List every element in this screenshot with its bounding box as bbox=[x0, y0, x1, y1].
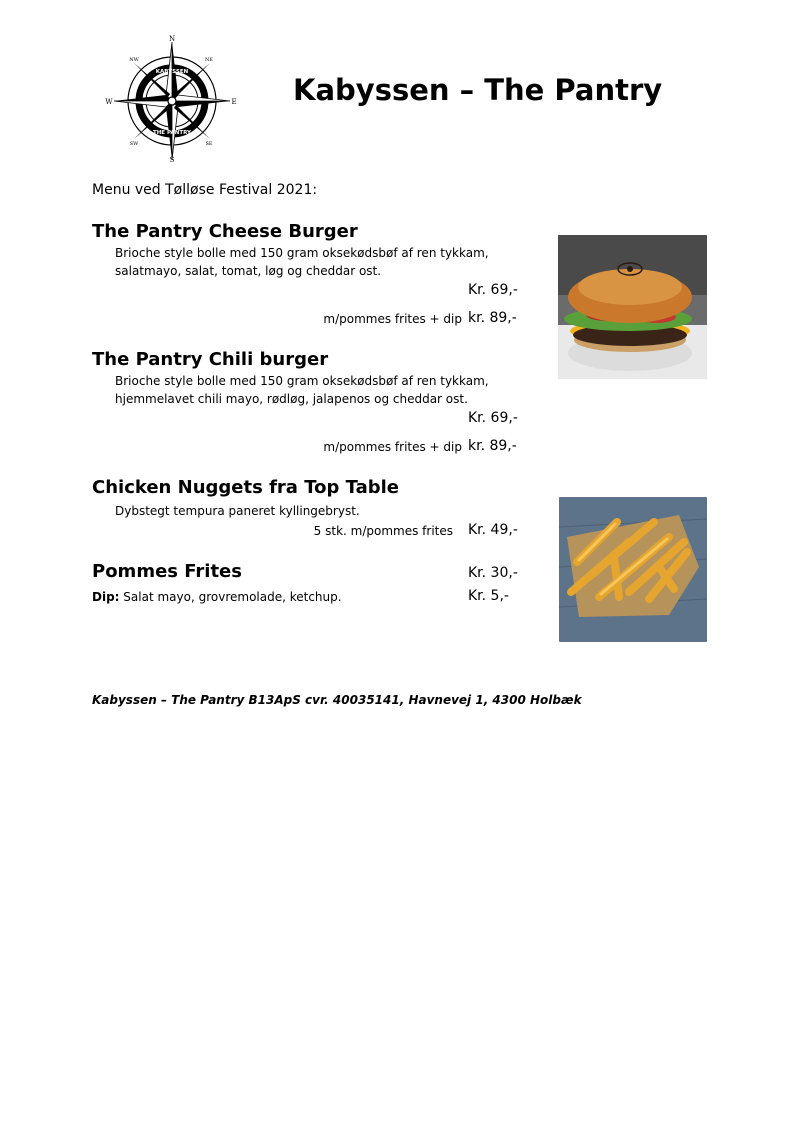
combo-label: 5 stk. m/pommes frites bbox=[313, 524, 453, 538]
item-name: The Pantry Chili burger bbox=[92, 349, 329, 370]
item-price: Kr. 69,- bbox=[468, 410, 518, 426]
item-description-line: Brioche style bolle med 150 gram oksekødsbøf af ren tykkam, bbox=[115, 246, 489, 260]
svg-text:E: E bbox=[231, 98, 237, 106]
svg-text:SE: SE bbox=[205, 141, 213, 147]
svg-text:KABYSSEN: KABYSSEN bbox=[155, 69, 189, 75]
compass-logo bbox=[104, 34, 239, 164]
svg-text:NW: NW bbox=[129, 57, 139, 63]
page-title: Kabyssen – The Pantry bbox=[293, 73, 663, 107]
combo-label: m/pommes frites + dip bbox=[323, 440, 462, 454]
item-description-line: salatmayo, salat, tomat, løg og cheddar ost. bbox=[115, 264, 382, 278]
dip-text: Salat mayo, grovremolade, ketchup. bbox=[123, 590, 342, 604]
combo-price: kr. 89,- bbox=[468, 310, 517, 326]
footer-company-info: Kabyssen – The Pantry B13ApS cvr. 40035141, Havnevej 1, 4300 Holbæk bbox=[92, 693, 582, 707]
menu-intro: Menu ved Tølløse Festival 2021: bbox=[92, 182, 318, 198]
svg-text:W: W bbox=[105, 98, 113, 106]
item-price: Kr. 30,- bbox=[468, 565, 518, 581]
burger-photo bbox=[558, 235, 707, 379]
svg-text:NE: NE bbox=[204, 57, 214, 63]
svg-text:SW: SW bbox=[129, 141, 139, 147]
dip-price: Kr. 5,- bbox=[468, 588, 509, 604]
item-price: Kr. 69,- bbox=[468, 282, 518, 298]
item-name: Chicken Nuggets fra Top Table bbox=[92, 477, 399, 498]
item-name: Pommes Frites bbox=[92, 561, 242, 582]
svg-text:THE PANTRY: THE PANTRY bbox=[152, 130, 192, 136]
combo-label: m/pommes frites + dip bbox=[323, 312, 462, 326]
item-description-line: Dybstegt tempura paneret kyllingebryst. bbox=[115, 504, 360, 518]
dip-info bbox=[92, 588, 342, 606]
dip-label: Dip: bbox=[92, 590, 120, 604]
combo-price: kr. 89,- bbox=[468, 438, 517, 454]
item-name: The Pantry Cheese Burger bbox=[92, 221, 358, 242]
item-description-line: Brioche style bolle med 150 gram oksekødsbøf af ren tykkam, bbox=[115, 374, 489, 388]
item-description-line: hjemmelavet chili mayo, rødløg, jalapenos og cheddar ost. bbox=[115, 392, 468, 406]
fries-photo bbox=[559, 497, 707, 642]
combo-price: Kr. 49,- bbox=[468, 522, 518, 538]
svg-text:S: S bbox=[169, 156, 175, 164]
svg-text:N: N bbox=[168, 35, 176, 43]
